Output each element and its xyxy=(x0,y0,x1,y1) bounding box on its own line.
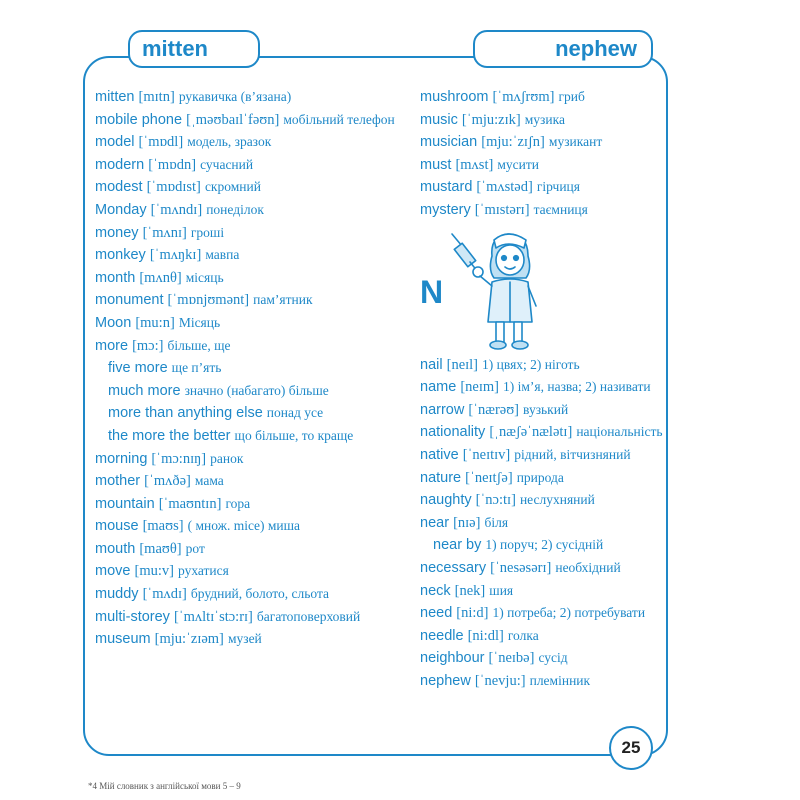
headword: name xyxy=(420,379,457,396)
translation: музикант xyxy=(548,134,603,150)
headword: neighbour xyxy=(420,650,485,667)
dictionary-entry xyxy=(95,86,415,109)
section-n-header xyxy=(420,222,705,354)
translation: багатоповерховий xyxy=(256,608,361,624)
dictionary-entry xyxy=(95,470,415,493)
dictionary-entry xyxy=(420,376,705,399)
transcription: [ˈnesəsərɪ] xyxy=(490,559,552,576)
translation: 1) потреба; 2) потребувати xyxy=(492,605,646,621)
dictionary-entry xyxy=(420,444,705,467)
headword: musician xyxy=(420,134,478,151)
transcription: [ˈmʌstəd] xyxy=(476,179,533,196)
translation: національність xyxy=(576,424,663,440)
translation: що більше, то краще xyxy=(234,427,354,443)
headword: mountain xyxy=(95,495,155,512)
headword: more than anything else xyxy=(108,405,263,422)
transcription: [mju:ˈzɪʃn] xyxy=(481,134,545,151)
headword: need xyxy=(420,605,453,622)
transcription: [neɪl] xyxy=(446,356,479,373)
dictionary-entry xyxy=(420,670,705,693)
transcription: [ˈmaʊntɪn] xyxy=(158,495,222,512)
entries-m xyxy=(420,86,705,222)
dictionary-entry xyxy=(420,512,705,535)
dictionary-subentry xyxy=(95,402,415,425)
transcription: [ˈmʌðə] xyxy=(144,473,191,490)
translation: 1) поруч; 2) сусідній xyxy=(485,537,604,553)
headword: nationality xyxy=(420,424,486,441)
translation: рот xyxy=(185,540,205,556)
headword: much more xyxy=(108,382,181,399)
headword: nail xyxy=(420,356,443,373)
dictionary-subentry xyxy=(95,425,415,448)
headword: necessary xyxy=(420,559,487,576)
dictionary-entry xyxy=(95,628,415,651)
transcription: [nɪə] xyxy=(453,514,481,531)
headword: multi-storey xyxy=(95,608,170,625)
headword: narrow xyxy=(420,401,465,418)
translation: скромний xyxy=(204,179,261,195)
transcription: [ˈmɒdn] xyxy=(148,156,197,173)
dictionary-entry xyxy=(420,399,705,422)
transcription: [mu:n] xyxy=(135,314,175,331)
transcription: [mu:v] xyxy=(134,563,174,580)
dictionary-entry xyxy=(420,580,705,603)
transcription: [mɪtn] xyxy=(138,89,175,105)
dictionary-entry xyxy=(95,583,415,606)
headword: mother xyxy=(95,473,141,490)
headword: month xyxy=(95,269,136,286)
transcription: [maʊs] xyxy=(142,518,184,535)
translation: гриб xyxy=(558,89,585,104)
dictionary-entry xyxy=(95,335,415,358)
dictionary-entry xyxy=(95,448,415,471)
translation: значно (набагато) більше xyxy=(184,382,329,398)
transcription: [ˈmʌdɪ] xyxy=(142,586,187,603)
headword: needle xyxy=(420,627,464,644)
dictionary-entry xyxy=(420,625,705,648)
dictionary-entry xyxy=(420,647,705,670)
translation: 1) цвях; 2) ніготь xyxy=(482,356,580,372)
headword: the more the better xyxy=(108,427,231,444)
translation: музика xyxy=(524,111,565,127)
dictionary-entry xyxy=(420,109,705,132)
header-left-word: mitten xyxy=(128,30,260,68)
transcription: [ˈnɔ:tɪ] xyxy=(475,492,516,509)
headword: move xyxy=(95,563,131,580)
dictionary-entry xyxy=(95,267,415,290)
footer-note: *4 Мій словник з англійської мови 5 – 9 xyxy=(88,781,241,791)
headword: museum xyxy=(95,631,151,648)
headword: monkey xyxy=(95,247,146,264)
transcription: [ˈmʌltɪˈstɔ:rɪ] xyxy=(173,608,253,625)
translation: мавпа xyxy=(205,247,240,263)
transcription: [mju:ˈzɪəm] xyxy=(154,631,224,648)
transcription: [ˌməʊbaɪlˈfəʊn] xyxy=(186,111,280,128)
headword: mushroom xyxy=(420,89,489,105)
transcription: [ˈmɔ:nɪŋ] xyxy=(151,450,207,467)
nurse-illustration xyxy=(448,226,543,354)
transcription: [maʊθ] xyxy=(139,540,182,557)
transcription: [ˈmʌŋkɪ] xyxy=(149,247,202,264)
dictionary-entry xyxy=(420,421,705,444)
left-column xyxy=(95,86,415,651)
entries-n xyxy=(420,354,705,693)
dictionary-entry xyxy=(95,515,415,538)
transcription: [mʌnθ] xyxy=(139,269,182,286)
dictionary-entry xyxy=(95,560,415,583)
transcription: [ˈmʌndɪ] xyxy=(150,201,203,218)
transcription: [ˈnevju:] xyxy=(474,672,526,689)
transcription: [ni:dl] xyxy=(467,627,504,644)
dictionary-entry xyxy=(420,154,705,177)
headword: mouse xyxy=(95,518,139,535)
right-column xyxy=(420,86,705,692)
dictionary-entry xyxy=(420,199,705,222)
transcription: [mʌst] xyxy=(455,156,494,173)
transcription: [ˈneɪtɪv] xyxy=(462,446,511,463)
dictionary-entry xyxy=(95,176,415,199)
headword: near by xyxy=(433,537,482,554)
dictionary-subentry xyxy=(95,380,415,403)
translation: модель, зразок xyxy=(187,134,272,150)
transcription: [ˈmʌʃrʊm] xyxy=(492,89,555,105)
headword: neck xyxy=(420,582,451,599)
headword: nephew xyxy=(420,672,471,689)
transcription: [neɪm] xyxy=(460,379,499,396)
translation: гора xyxy=(225,495,251,511)
dictionary-subentry xyxy=(95,357,415,380)
transcription: [nek] xyxy=(454,582,486,599)
translation: племінник xyxy=(529,672,591,688)
translation: гірчиця xyxy=(536,179,580,195)
headword: modern xyxy=(95,156,145,173)
translation: необхідний xyxy=(555,559,621,575)
transcription: [mɔ:] xyxy=(132,337,164,354)
translation: брудний, болото, сльота xyxy=(190,586,330,602)
dictionary-entry xyxy=(95,244,415,267)
headword: model xyxy=(95,134,135,151)
translation: таємниця xyxy=(533,201,588,217)
dictionary-subentry xyxy=(420,534,705,557)
transcription: [ˌnæʃəˈnælətɪ] xyxy=(489,424,573,441)
headword: Moon xyxy=(95,314,132,331)
dictionary-entry xyxy=(95,199,415,222)
dictionary-entry xyxy=(95,493,415,516)
section-letter: N xyxy=(420,273,444,310)
dictionary-entry xyxy=(420,86,705,109)
translation: природа xyxy=(516,469,564,485)
dictionary-entry xyxy=(420,176,705,199)
translation: мама xyxy=(194,473,224,489)
transcription: [ˈmɒnjʊmənt] xyxy=(167,292,250,309)
dictionary-entry xyxy=(95,131,415,154)
headword: more xyxy=(95,337,129,354)
translation: ранок xyxy=(210,450,244,466)
dictionary-entry xyxy=(95,312,415,335)
translation: мусити xyxy=(497,156,539,172)
headword: modest xyxy=(95,179,143,196)
transcription: [ˈneɪtʃə] xyxy=(465,469,513,486)
translation: шия xyxy=(489,582,514,598)
dictionary-entry xyxy=(420,131,705,154)
headword: five more xyxy=(108,360,168,377)
translation: неслухняний xyxy=(519,492,595,508)
headword: mobile phone xyxy=(95,111,183,128)
translation: голка xyxy=(507,627,539,643)
translation: рідний, вітчизняний xyxy=(514,446,631,462)
translation: ( множ. mice) миша xyxy=(187,518,300,534)
translation: місяць xyxy=(185,269,224,285)
transcription: [ˈmɒdl] xyxy=(138,134,184,151)
dictionary-entry xyxy=(420,602,705,625)
headword: mystery xyxy=(420,201,471,218)
headword: morning xyxy=(95,450,148,467)
translation: понад усе xyxy=(266,405,324,421)
transcription: [ˈnærəʊ] xyxy=(468,401,519,418)
translation: більше, ще xyxy=(167,337,231,353)
translation: рухатися xyxy=(178,563,229,579)
transcription: [ˈmɪstərɪ] xyxy=(474,201,530,218)
translation: сучасний xyxy=(200,156,254,172)
dictionary-entry xyxy=(95,538,415,561)
transcription: [ˈmɒdɪst] xyxy=(146,179,201,196)
translation: понеділок xyxy=(206,201,264,217)
translation: мобільний телефон xyxy=(283,111,395,127)
headword: mustard xyxy=(420,179,473,196)
dictionary-entry xyxy=(420,467,705,490)
headword: near xyxy=(420,514,450,531)
dictionary-entry xyxy=(95,154,415,177)
transcription: [ni:d] xyxy=(456,605,489,622)
translation: Місяць xyxy=(178,314,221,330)
dictionary-entry xyxy=(95,109,415,132)
headword: mouth xyxy=(95,540,136,557)
headword: mitten xyxy=(95,89,135,105)
dictionary-entry xyxy=(95,289,415,312)
translation: музей xyxy=(227,631,262,647)
translation: гроші xyxy=(190,224,225,240)
headword: muddy xyxy=(95,586,139,603)
translation: ще п’ять xyxy=(171,360,222,376)
translation: пам’ятник xyxy=(253,292,313,308)
headword: Monday xyxy=(95,201,147,218)
dictionary-entry xyxy=(420,354,705,377)
headword: nature xyxy=(420,469,462,486)
translation: вузький xyxy=(523,401,569,417)
headword: must xyxy=(420,156,452,173)
translation: сусід xyxy=(538,650,568,666)
translation: біля xyxy=(484,514,509,530)
page-number: 25 xyxy=(609,726,653,770)
headword: music xyxy=(420,111,458,128)
headword: naughty xyxy=(420,492,472,509)
transcription: [ˈmʌnɪ] xyxy=(142,224,187,241)
transcription: [ˈneɪbə] xyxy=(488,650,535,667)
headword: native xyxy=(420,446,459,463)
dictionary-entry xyxy=(95,606,415,629)
translation: 1) ім’я, назва; 2) називати xyxy=(503,379,651,395)
transcription: [ˈmju:zɪk] xyxy=(461,111,521,128)
dictionary-entry xyxy=(95,222,415,245)
header-right-word: nephew xyxy=(473,30,653,68)
headword: monument xyxy=(95,292,164,309)
dictionary-entry xyxy=(420,557,705,580)
dictionary-entry xyxy=(420,489,705,512)
translation: рукавичка (в’язана) xyxy=(178,89,292,104)
headword: money xyxy=(95,224,139,241)
